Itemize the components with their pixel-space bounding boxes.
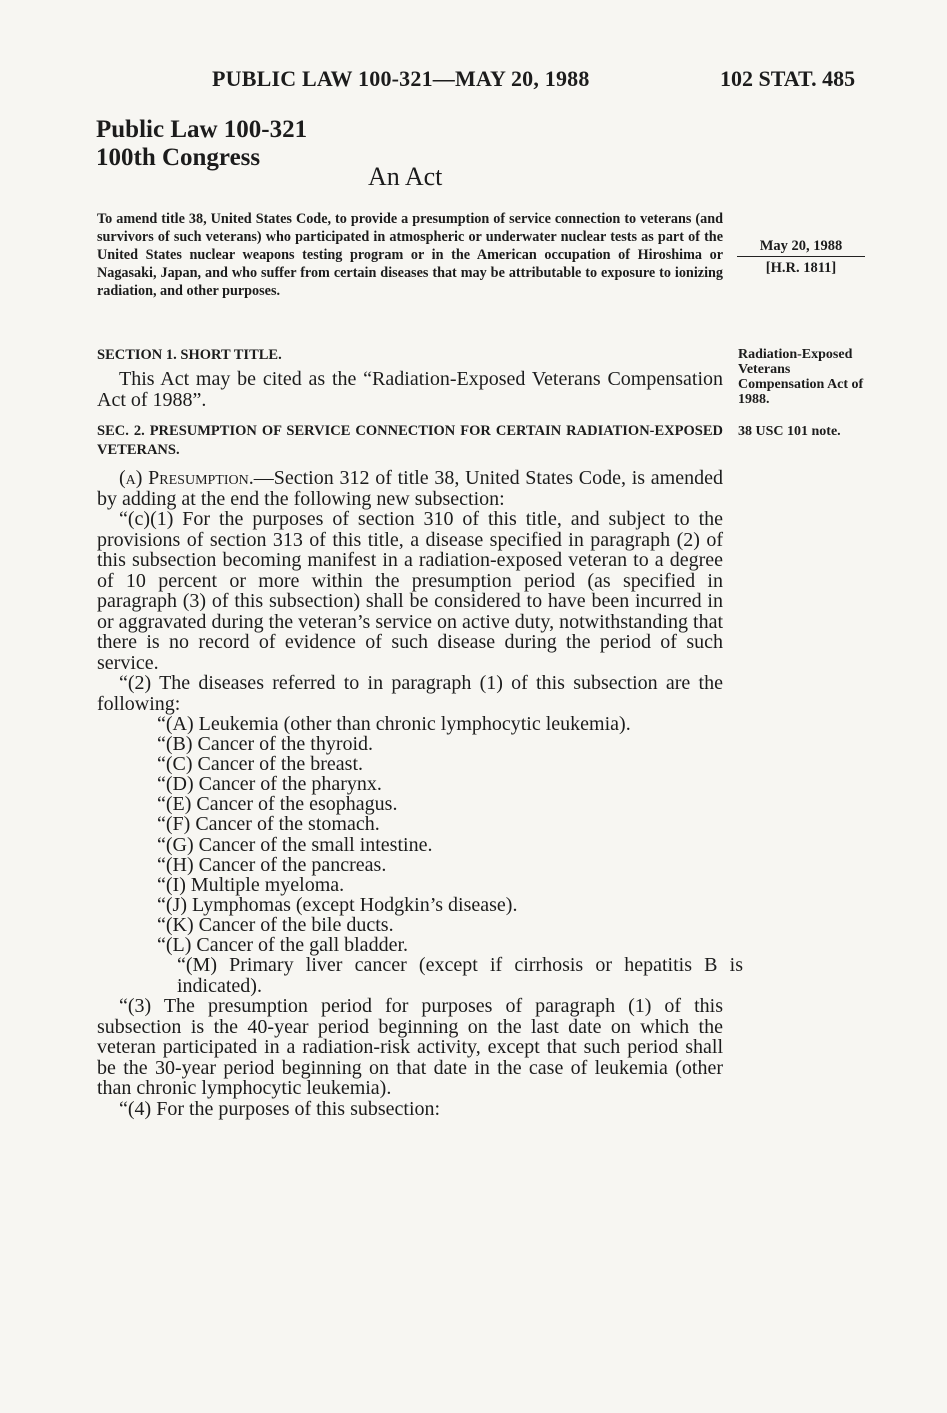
list-item: “(L) Cancer of the gall bladder. bbox=[157, 934, 408, 957]
public-law-number: Public Law 100-321 bbox=[96, 116, 308, 143]
margin-note-usc: 38 USC 101 note. bbox=[738, 424, 841, 439]
act-title: An Act bbox=[368, 162, 443, 191]
list-item: “(D) Cancer of the pharynx. bbox=[157, 773, 382, 796]
list-item bbox=[97, 954, 743, 997]
list-item: “(E) Cancer of the esophagus. bbox=[157, 793, 398, 816]
paragraph-c3: “(3) The presumption period for purposes of paragraph (1) of this subsection is the 40-year period beginning on the last date on which the veteran participated in a radiation-risk activity, except that such period shall be the 30-year period beginning on that date in the case of leukemia (other than chronic lymphocytic leukemia). bbox=[97, 995, 723, 1100]
law-identifier bbox=[96, 116, 307, 172]
subsection-a-text: —Section 312 of title 38, United States Code, is amended by adding at the end the following new subsection: bbox=[97, 467, 723, 510]
list-item: “(A) Leukemia (other than chronic lymphocytic leukemia). bbox=[157, 713, 631, 735]
list-item: “(C) Cancer of the breast. bbox=[157, 753, 364, 776]
paragraph-c2: “(2) The diseases referred to in paragraph (1) of this subsection are the following: bbox=[97, 672, 723, 715]
paragraph-c4: “(4) For the purposes of this subsection: bbox=[119, 1097, 441, 1120]
subsection-a-label: (a) Presumption. bbox=[119, 467, 254, 489]
section-2 bbox=[97, 422, 743, 1120]
paragraph-c1: “(c)(1) For the purposes of section 310 of this title, and subject to the provisions of section 313 of this title, a disease specified in paragraph (2) of this subsection becoming manifest in a radiation-exposed veteran to a degree of 10 percent or more within the presumption period (as specified in paragraph (3) of this subsection) shall be considered to have been incurred in or aggravated during the veteran’s service on active duty, notwithstanding that there is no record of evidence of such disease during the period of such service. bbox=[97, 508, 723, 674]
list-item: “(K) Cancer of the bile ducts. bbox=[157, 913, 394, 936]
enactment-date-box bbox=[737, 236, 865, 278]
list-item: “(G) Cancer of the small intestine. bbox=[157, 833, 433, 856]
congress-number: 100th Congress bbox=[96, 144, 261, 171]
section-1-text: This Act may be cited as the “Radiation-Exposed Veterans Compensation Act of 1988”. bbox=[97, 368, 723, 411]
date-divider bbox=[737, 256, 865, 257]
section-1-heading: SECTION 1. SHORT TITLE. bbox=[97, 347, 282, 363]
list-item-wrapped: “(M) Primary liver cancer (except if cirrhosis or hepatitis B is indicated). bbox=[177, 954, 743, 997]
list-item: “(I) Multiple myeloma. bbox=[157, 873, 345, 896]
purpose-clause: To amend title 38, United States Code, to provide a presumption of service connection to veterans (and survivors of such veterans) who participated in atmospheric or underwater nuclear tests as part of the United States nuclear weapons testing program or in the American occupation of Hiroshima or Nagasaki, Japan, and who suffer from certain diseases that may be attributable to exposure to ionizing radiation, and other purposes. bbox=[97, 211, 723, 299]
enactment-date: May 20, 1988 bbox=[759, 238, 843, 254]
running-head: PUBLIC LAW 100-321—MAY 20, 1988 bbox=[212, 66, 590, 91]
stat-page-number: 102 STAT. 485 bbox=[720, 66, 856, 91]
disease-list bbox=[97, 713, 743, 997]
section-1 bbox=[97, 346, 723, 410]
list-item: “(F) Cancer of the stomach. bbox=[157, 813, 380, 836]
margin-note-short-title: Radiation-Exposed Veterans Compensation Act of 1988. bbox=[738, 347, 864, 407]
list-item: “(H) Cancer of the pancreas. bbox=[157, 853, 387, 876]
section-2-heading: SEC. 2. PRESUMPTION OF SERVICE CONNECTION FOR CERTAIN RADIATION-EXPOSED VETERANS. bbox=[97, 423, 723, 458]
list-item: “(J) Lymphomas (except Hodgkin’s disease). bbox=[157, 893, 518, 916]
bill-number: [H.R. 1811] bbox=[765, 260, 837, 276]
subsection-a bbox=[97, 468, 723, 509]
list-item: “(B) Cancer of the thyroid. bbox=[157, 733, 374, 756]
